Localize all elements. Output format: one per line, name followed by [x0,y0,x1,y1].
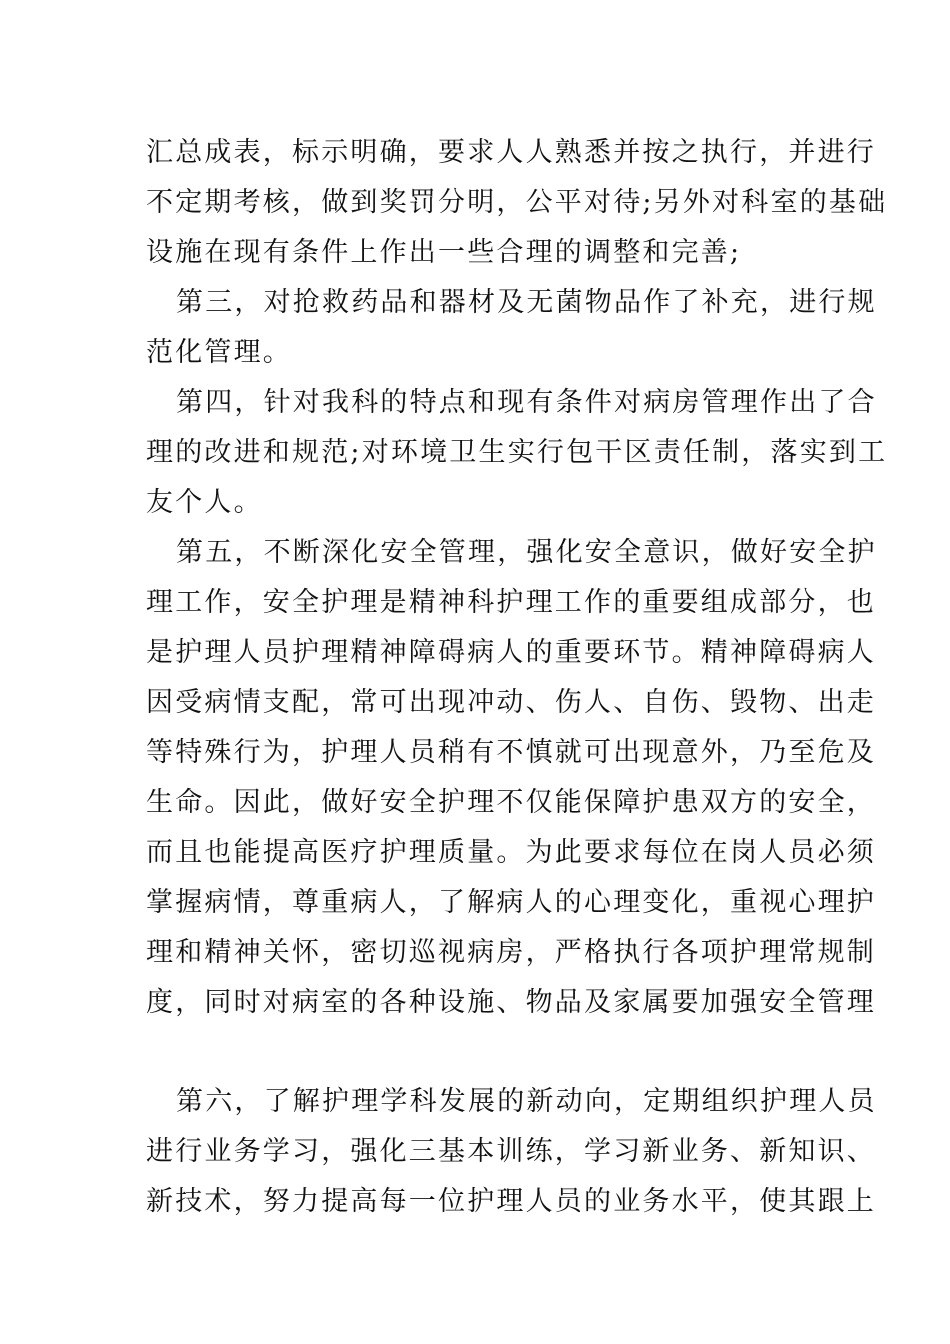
text-line: 掌握病情，尊重病人，了解病人的心理变化，重视心理护 [146,887,876,918]
text-line: 等特殊行为，护理人员稍有不慎就可出现意外，乃至危及 [146,737,876,768]
text-line: 度，同时对病室的各种设施、物品及家属要加强安全管理 [146,987,876,1018]
text-line: 理工作，安全护理是精神科护理工作的重要组成部分，也 [146,587,876,618]
text-line: 因受病情支配，常可出现冲动、伤人、自伤、毁物、出走 [146,687,876,718]
text-line: 友个人。 [146,487,263,518]
text-line: 范化管理。 [146,337,292,368]
text-line: 理和精神关怀，密切巡视病房，严格执行各项护理常规制 [146,937,876,968]
text-line: 理的改进和规范;对环境卫生实行包干区责任制，落实到工 [146,437,888,468]
text-line: 汇总成表，标示明确，要求人人熟悉并按之执行，并进行 [146,137,876,168]
text-line: 生命。因此，做好安全护理不仅能保障护患双方的安全， [146,787,876,818]
text-line: 不定期考核，做到奖罚分明，公平对待;另外对科室的基础 [146,187,888,218]
paragraph-start-line: 第四，针对我科的特点和现有条件对病房管理作出了合 [176,387,877,418]
text-line: 而且也能提高医疗护理质量。为此要求每位在岗人员必须 [146,837,876,868]
text-line: 是护理人员护理精神障碍病人的重要环节。精神障碍病人 [146,637,876,668]
text-line: 设施在现有条件上作出一些合理的调整和完善; [146,237,742,268]
text-line: 进行业务学习，强化三基本训练，学习新业务、新知识、 [146,1136,876,1167]
paragraph-start-line: 第三，对抢救药品和器材及无菌物品作了补充，进行规 [176,287,877,318]
paragraph-start-line: 第五，不断深化安全管理，强化安全意识，做好安全护 [176,537,877,568]
paragraph-start-line: 第六，了解护理学科发展的新动向，定期组织护理人员 [176,1086,877,1117]
text-line: 新技术，努力提高每一位护理人员的业务水平，使其跟上 [146,1186,876,1217]
